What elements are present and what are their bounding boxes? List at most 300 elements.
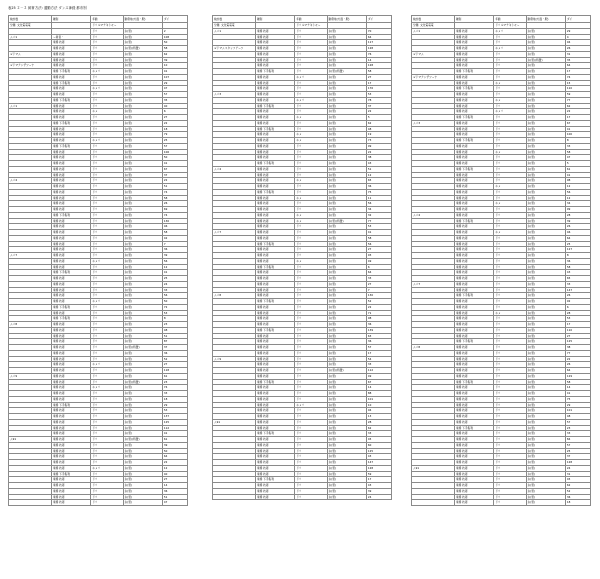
table-cell: お(菅) [123,281,162,287]
table-cell: 業務 技術 [454,460,493,466]
table-cell: 業務 技術 [255,483,294,489]
table-cell: 業務 技術 [51,339,90,345]
table-cell: お(菅) [327,57,366,63]
table-cell: お(菅) [123,235,162,241]
table-row [9,500,188,506]
table-cell: 75 [565,396,590,402]
table-cell: 業務 技術 [255,339,294,345]
table-cell: ドリ [91,333,123,339]
table-cell: 勤務地(方面・駅) [123,16,162,23]
table-cell: お(菅) [327,362,366,368]
table-cell: 101 [366,396,391,402]
table-cell: 37 [162,345,187,351]
table-cell: 45 [565,477,590,483]
table-cell: ムパ4 [412,212,455,218]
table-cell: お(菅) [123,448,162,454]
table-cell: 50 [162,299,187,305]
table-cell: お(菅) [327,126,366,132]
table-cell: 業務 技術 [255,408,294,414]
table-cell: 7 [162,241,187,247]
table-cell: 17 [366,477,391,483]
table-cell: ドリ [295,494,327,500]
table-cell: 業務 技術 [255,333,294,339]
table-cell: ドリ [295,57,327,63]
table-cell: ドリ [295,247,327,253]
table-cell: ドリ [295,189,327,195]
table-cell: ドリ [494,270,526,276]
table-cell: 24 [565,465,590,471]
table-cell: ドリ [494,138,526,144]
table-cell: 8 [162,316,187,322]
table-cell: お(菅) [327,172,366,178]
table-cell: お(菅) [327,97,366,103]
table-cell: お(菅) [327,310,366,316]
table-cell: 業務 技術 [51,419,90,425]
table-cell: お(菅) [123,442,162,448]
table-cell: ドリ [91,201,123,207]
table-cell: お(菅) [123,120,162,126]
table-cell: 業務 技術 [454,224,493,230]
table-cell: 業務 技術 [51,63,90,69]
table-cell: ドリ [91,120,123,126]
table-cell: お(菅) [327,155,366,161]
table-cell: ドリ [494,51,526,57]
table-cell: 業務 技術 [454,471,493,477]
table-cell: 10 [366,402,391,408]
table-cell: 125 [565,339,590,345]
table-cell: 33 [162,287,187,293]
table-cell: ム91 [213,419,256,425]
table-cell: 業務 技術 [255,276,294,282]
table-cell: 22 [565,109,590,115]
table-cell: お(菅) [526,350,565,356]
table-cell: 8 [565,253,590,259]
table-cell: 業務 技術 [454,28,493,34]
table-cell: お(菅) [526,448,565,454]
table-cell: お(菅) [123,310,162,316]
table-cell: お(菅) [526,166,565,172]
table-cell: 25 [565,241,590,247]
table-cell: ホメ [494,149,526,155]
table-cell: ドリ [91,51,123,57]
table-cell: 業務 技術 [51,454,90,460]
table-cell: 24 [162,281,187,287]
table-cell: 業務 下手集利 [51,304,90,310]
table-cell: お(菅) [526,120,565,126]
table-cell: お(菅) [123,356,162,362]
table-cell: 27 [565,333,590,339]
table-cell: お(菅) [123,431,162,437]
table-cell: 業務 技術 [51,350,90,356]
table-cell: 業務 技術 [51,115,90,121]
table-cell: 99 [565,207,590,213]
table-cell: 業務 技術 [51,494,90,500]
table-cell: ホメリ [295,97,327,103]
table-cell: 22 [162,460,187,466]
table-cell: 50 [162,155,187,161]
table-cell: 41 [162,431,187,437]
table-cell: 53 [366,224,391,230]
table-cell: ドリ [295,293,327,299]
table-cell: 業務 下手集利 [51,316,90,322]
table-cell: 25 [162,276,187,282]
table-cell: 業務 技術 [454,488,493,494]
table-cell: 42 [162,235,187,241]
table-header-row [213,16,392,23]
table-cell: ムパ1 [9,34,52,40]
table-cell: 67 [565,120,590,126]
table-cell: 業務 技術 [454,454,493,460]
table-cell: 112 [366,368,391,374]
table-cell: 14 [366,385,391,391]
table-cell: 14 [565,385,590,391]
table-cell: 37 [565,454,590,460]
table-cell: 業務 技術 [51,287,90,293]
table-cell: 88 [366,391,391,397]
table-cell: 58 [565,379,590,385]
table-cell: お(菅) [123,80,162,86]
table-cell: 業務 技術 [454,189,493,195]
table-cell: お(菅) [123,488,162,494]
table-cell: ドリ [91,207,123,213]
table-cell: 56 [366,201,391,207]
table-cell: 118 [162,368,187,374]
table-cell: お(菅) [327,143,366,149]
table-cell: 107 [162,74,187,80]
table-cell: 業務 下手集利 [454,138,493,144]
table-cell: お(菅) [123,40,162,46]
table-cell: 業務 技術 [255,402,294,408]
table-cell: 業務 技術 [51,414,90,420]
table-cell: ドリ [91,396,123,402]
table-cell: 36 [565,258,590,264]
table-cell: 26 [565,362,590,368]
table-cell: 年齢 [494,16,526,23]
table-cell: 業務 技術 [454,207,493,213]
table-cell: ドリ [295,253,327,259]
table-cell: 業務 技術 [255,253,294,259]
table-cell: お(菅) [526,92,565,98]
table-cell: 業務 下手集利 [51,270,90,276]
table-cell: 業務 技術 [454,155,493,161]
table-cell: 業務 技術 [51,431,90,437]
table-cell: 業務 技術 [51,178,90,184]
table-cell: 業務 技術 [255,149,294,155]
table-cell: ドリ [91,477,123,483]
table-cell: ドリ [91,488,123,494]
table-cell: 128 [366,465,391,471]
table-cell: お(菅) [123,97,162,103]
table-cell: お(菅) [327,224,366,230]
table-cell: お(菅) [123,155,162,161]
table-cell: お(菅) [526,86,565,92]
table-cell: 業務 技術 [51,57,90,63]
table-cell: 業務 技術 [255,63,294,69]
table-cell: お(菅) [327,327,366,333]
table-cell: お(菅) [327,425,366,431]
table-cell: ムパ1 [9,103,52,109]
table-cell: お(菅) [123,212,162,218]
table-cell: ドリ [295,419,327,425]
table-cell: 業務 技術 [255,46,294,52]
table-cell: 32 [366,212,391,218]
table-cell: お(菅) [123,327,162,333]
table-cell: 62 [565,483,590,489]
table-cell: 58 [565,149,590,155]
table-cell: 45 [366,437,391,443]
table-cell: 60 [366,442,391,448]
table-cell: 業務 技術 [454,448,493,454]
table-cell: お(菅) [526,97,565,103]
table-cell: お(菅) [327,235,366,241]
table-cell: 業務 下手集利 [255,264,294,270]
table-cell: お(菅) [327,356,366,362]
table-cell: お(菅) [123,339,162,345]
table-cell: 93 [366,253,391,259]
table-cell: お(菅) [526,465,565,471]
table-cell: お(菅) [526,155,565,161]
table-cell: お(菅) [123,425,162,431]
table-cell: 31 [565,471,590,477]
table-cell: お(菅) [123,483,162,489]
table-cell: ドリ [494,437,526,443]
table-cell: ドリ [91,46,123,52]
table-cell: ドリ [494,385,526,391]
table-cell: ドリルマテキトモー [91,23,123,29]
table-cell: ホメ [494,230,526,236]
table-cell: 41 [366,230,391,236]
table-cell: ホメ [494,310,526,316]
table-cell: 業務 技術 [255,235,294,241]
table-cell: ドリ [494,316,526,322]
table-cell: ドリ [494,224,526,230]
table-cell: ドリ [494,339,526,345]
table-cell: 検討数 [412,16,455,23]
table-cell: 業務 技術 [454,299,493,305]
table-cell: ドリルマテキトモー [295,23,327,29]
table-cell: 業務 技術 [255,385,294,391]
table-cell: お(菅) [327,454,366,460]
table-cell: ドリ [91,224,123,230]
table-cell: お(菅) [526,51,565,57]
table-cell: 26 [162,201,187,207]
table-cell: 51 [162,494,187,500]
table-cell: ムパ7 [9,253,52,259]
table-cell: ドリ [295,465,327,471]
table-cell: 53 [565,316,590,322]
table-cell: お(菅) [526,368,565,374]
table-cell: 業務 技術 [454,97,493,103]
table-cell: 10 [162,63,187,69]
table-cell: お(菅)(特置) [123,437,162,443]
table-cell: 業務 技術 [454,212,493,218]
table-cell: 12 [162,465,187,471]
table-cell: 58 [162,46,187,52]
table-cell: ドリ [91,230,123,236]
table-cell: 業務 技術 [255,40,294,46]
table-cell: 67 [366,379,391,385]
table-cell: ドリ [494,362,526,368]
table-cell: ムパ1 [412,28,455,34]
table-cell: 36 [366,184,391,190]
table-cell: 78 [366,97,391,103]
table-cell: お(菅) [327,247,366,253]
table-cell: 業務 技術 [255,310,294,316]
table-cell: 63 [366,333,391,339]
table-cell: お(菅) [526,149,565,155]
table-cell: お(菅) [526,362,565,368]
table-cell: ドリ [91,264,123,270]
table-cell: 業務 技術 [454,178,493,184]
table-cell: お(菅) [526,207,565,213]
table-cell: ドリ [295,201,327,207]
table-cell: お(菅) [526,115,565,121]
table-cell: 業務 技術 [255,57,294,63]
table-cell: 129 [565,373,590,379]
table-cell: 業務 技術 [255,465,294,471]
table-cell: お(菅) [327,396,366,402]
table-cell: ドリ [91,40,123,46]
table-cell: ドリ [494,212,526,218]
table-cell: お(菅) [123,247,162,253]
table-cell: お(菅) [327,465,366,471]
table-cell: ホメリ [91,86,123,92]
table-cell: ドリ [91,270,123,276]
table-cell: 業務 下手集利 [454,115,493,121]
table-cell: 15 [565,80,590,86]
table-cell: お(菅) [327,195,366,201]
table-cell: 勤務地(方面・駅) [327,16,366,23]
table-cell: ホメ [295,218,327,224]
table-cell: 22 [366,149,391,155]
table-cell: 業務 技術 [51,460,90,466]
table-cell: お(菅) [327,477,366,483]
table-cell: 業務 技術 [51,293,90,299]
table-cell: 業務 技術 [255,368,294,374]
table-cell: ドリ [494,86,526,92]
table-cell: 業務 技術 [454,184,493,190]
table-cell: 100 [565,132,590,138]
table-cell: 業務 技術 [454,241,493,247]
table-cell: お(菅) [526,109,565,115]
table-cell: 27 [162,362,187,368]
table-cell: 勤務地(方面・駅) [526,16,565,23]
table-cell: お(菅) [123,207,162,213]
table-cell: 業務 技術 [255,34,294,40]
table-cell: お(菅) [123,178,162,184]
table-cell: 業務 技術 [454,149,493,155]
table-cell: お(菅)(特置) [327,69,366,75]
table-cell: 業務 技術 [454,477,493,483]
table-cell: 業務 技術 [454,195,493,201]
table-cell: お(菅) [526,161,565,167]
table-cell: 業務 技術 [255,207,294,213]
table-cell: 業務 技術 [51,224,90,230]
table-cell: お(菅) [327,120,366,126]
table-cell: ドリルマテキトモー [494,23,526,29]
table-cell: 26 [565,224,590,230]
table-cell: ドリ [295,264,327,270]
table-cell: 77 [366,218,391,224]
table-cell: ドリ [91,253,123,259]
table-cell: ドリ [295,454,327,460]
table-cell: 業務 技術 [255,92,294,98]
table-cell: ドリ [494,460,526,466]
table-cell: 52 [565,488,590,494]
table-cell: お(菅) [123,460,162,466]
table-cell: お(菅) [526,74,565,80]
table-cell: 業務 下手集利 [255,477,294,483]
table-cell: 業務 下手集利 [454,69,493,75]
table-cell: ドリ [91,327,123,333]
table-cell: 52 [366,299,391,305]
table-cell: 業務 下手集利 [454,293,493,299]
table-cell: 業務 技術 [51,189,90,195]
table-cell: 業務 技術 [51,126,90,132]
table-cell: ム91 [412,465,455,471]
table-cell: 57 [162,143,187,149]
table-cell: 業務 技術 [51,488,90,494]
table-cell: 業務 下手集利 [51,143,90,149]
table-cell: お(菅) [123,333,162,339]
table-cell: お(菅) [327,408,366,414]
table-cell: 64 [565,235,590,241]
table-cell: 6 [565,304,590,310]
table-cell: お(菅) [327,46,366,52]
table-cell: 業務 技術 [454,373,493,379]
page-title: 表25 ２－２ 飼育方法: 通勤方法 ダンス神経 都市別 [8,6,87,10]
table-cell: 61 [565,166,590,172]
table-cell: 29 [162,80,187,86]
table-cell: 業務 下手集利 [454,218,493,224]
table-cell: お(菅) [123,270,162,276]
table-cell: 12 [162,264,187,270]
table-cell: 業務 技術 [51,103,90,109]
table-cell: 18 [162,396,187,402]
table-cell: お(菅) [123,477,162,483]
table-cell: ドリ [295,92,327,98]
table-cell: 業務 技術 [51,477,90,483]
table-cell: お(菅) [526,46,565,52]
table-cell: お(菅)(特置) [327,218,366,224]
table-cell: ドリ [494,293,526,299]
table-cell: お(菅) [327,258,366,264]
table-cell: ドリ [91,483,123,489]
table-cell: 業務 技術 [454,402,493,408]
table-cell: 業務 技術 [51,241,90,247]
table-cell: お(菅) [526,195,565,201]
table-cell: お(菅) [327,80,366,86]
table-cell: ドリ [295,471,327,477]
table-cell: お(菅) [123,184,162,190]
table-cell: ドリ [295,161,327,167]
table-cell: ムパ8 [412,345,455,351]
table-cell: 業務 技術 [255,391,294,397]
table-cell: 業務 技術 [255,166,294,172]
table-cell: 12 [565,184,590,190]
table-cell: お(菅) [526,431,565,437]
table-cell: お(菅) [123,316,162,322]
table-cell: 業務 技術 [454,253,493,259]
table-cell: 41 [565,126,590,132]
table-cell: 27 [162,115,187,121]
table-cell: お(菅) [327,345,366,351]
table-cell: 業務 技術 [454,414,493,420]
table-cell: 業務 技術 [454,322,493,328]
table-cell: お(菅) [526,281,565,287]
table-cell: 業務 技術 [454,235,493,241]
table-cell: ドリ [494,500,526,506]
